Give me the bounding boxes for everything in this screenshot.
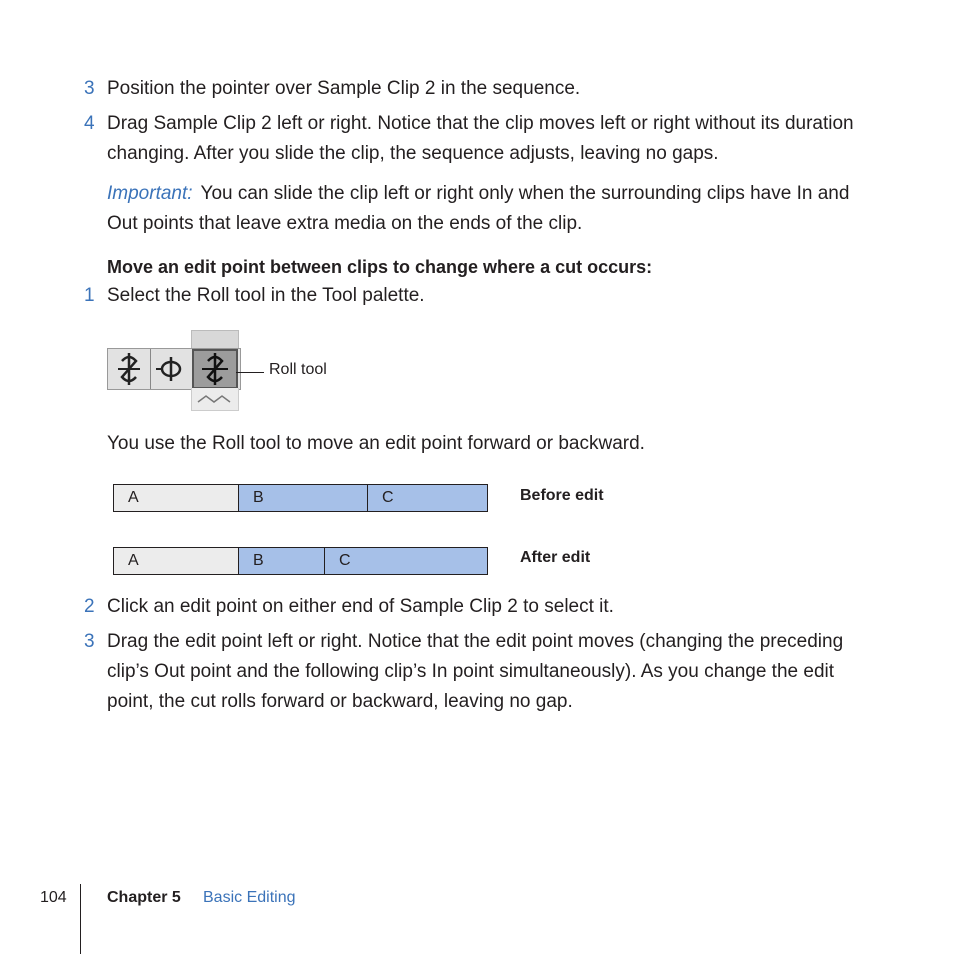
step-number: 4 [84,113,95,134]
ripple-tool-icon [108,349,151,389]
step-2-click-edit-point [84,592,877,622]
important-text: You can slide the clip left or right only when the surrounding clips have In and Out points that leave extra media on the ends of the clip. [107,183,850,234]
clip-b: B [238,485,367,511]
step-number: 3 [84,631,95,652]
clip-c: C [324,548,487,574]
callout-line [236,372,264,373]
important-label: Important: [107,183,193,204]
step-number: 2 [84,596,95,617]
clip-a: A [114,548,238,574]
clip-c: C [367,485,487,511]
palette-strip [107,348,241,390]
step-text: Drag the edit point left or right. Notice that the edit point moves (changing the preceding clip’s Out point and the following clip’s In point simultaneously). As you change the edit point, the cut rolls forward or backward, leaving no gap. [107,631,844,712]
footer-divider [80,884,81,954]
step-number: 1 [84,285,95,306]
step-4-drag [84,109,877,169]
before-edit-label: Before edit [520,487,604,504]
important-note [107,179,867,239]
slip-tool-icon [150,349,193,389]
clip-b: B [238,548,324,574]
step-number: 3 [84,78,95,99]
step-text: Click an edit point on either end of Sample Clip 2 to select it. [107,596,614,617]
step-text: Drag Sample Clip 2 left or right. Notice that the clip moves left or right without its duration changing. After you slide the clip, the sequence adjusts, leaving no gaps. [107,113,854,164]
chapter-label: Chapter 5 [107,889,181,906]
before-edit-clips [113,484,488,512]
page-number: 104 [40,889,67,906]
roll-description: You use the Roll tool to move an edit point forward or backward. [107,433,645,454]
after-edit-label: After edit [520,549,591,566]
step-1-select-roll [84,281,877,311]
roll-tool-icon [192,349,238,389]
step-3-position [84,74,877,104]
after-edit-clips [113,547,488,575]
step-3-drag-edit-point [84,627,847,717]
section-heading: Move an edit point between clips to change where a cut occurs: [107,257,653,277]
step-text: Select the Roll tool in the Tool palette. [107,285,425,306]
roll-tool-callout: Roll tool [269,361,327,378]
chapter-title: Basic Editing [203,889,296,906]
palette-top-edge [191,330,239,349]
palette-bottom-edge [191,388,239,411]
tool-palette-image [107,330,239,412]
step-text: Position the pointer over Sample Clip 2 in the sequence. [107,78,581,99]
clip-a: A [114,485,238,511]
